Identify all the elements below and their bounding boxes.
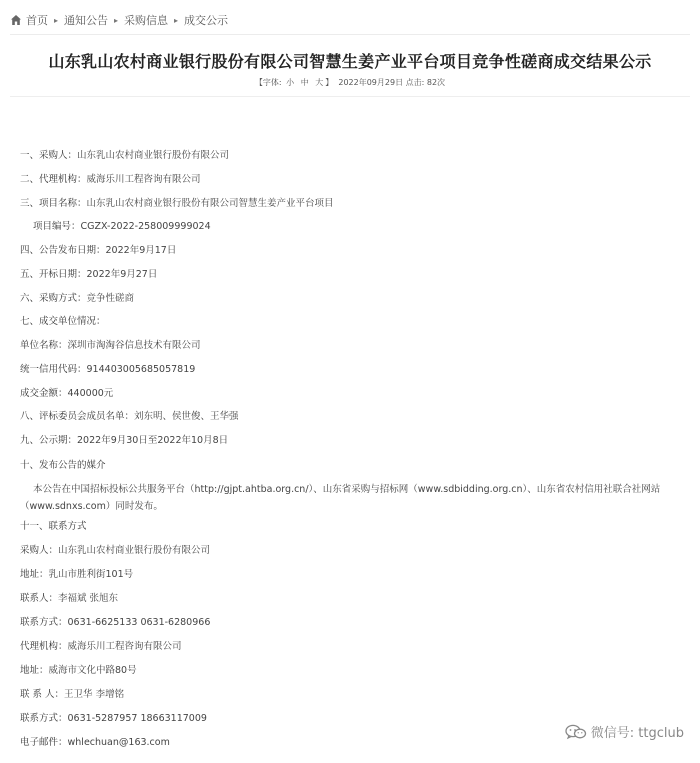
clicks-label: 点击: [405,78,425,87]
wechat-watermark [565,722,684,741]
breadcrumb-home[interactable]: 首页 [26,14,48,27]
breadcrumb-procurement-info[interactable]: 采购信息 [124,14,169,27]
font-size-small-button[interactable]: 小 [286,78,295,87]
open-date-row [20,266,678,280]
contact-phone-row [20,614,678,628]
period-value: 2022年9月30日至2022年10月8日 [77,435,229,446]
clicks-count: 82次 [426,78,446,87]
amount-row [20,385,678,399]
agency-address-value: 威海市文化中路80号 [48,665,137,676]
agency-address-row [20,662,678,676]
winner-name-row [20,337,678,351]
open-date-label: 五、开标日期： [20,269,87,280]
winner-heading: 七、成交单位情况： [20,316,106,327]
agency-person-value: 王卫华 李增铭 [64,689,125,700]
contact-purchaser-value: 山东乳山农村商业银行股份有限公司 [58,545,211,556]
method-value: 竞争性磋商 [86,293,135,304]
contact-purchaser-row [20,542,678,556]
project-no-row [20,218,678,232]
contact-address-row [20,566,678,580]
page-title: 山东乳山农村商业银行股份有限公司智慧生姜产业平台项目竞争性磋商成交结果公示 [48,52,652,71]
amount-value: 440000元 [67,388,114,399]
period-row [20,432,678,446]
project-name-row [20,195,678,209]
agency-value: 威海乐川工程咨询有限公司 [86,174,201,185]
media-heading: 十、发布公告的媒介 [20,460,106,471]
method-row [20,290,678,304]
font-size-label: 【字体: [254,78,282,87]
committee-row [20,408,678,422]
contact-person-row [20,590,678,604]
media-heading-row [20,457,678,471]
article-body [20,0,678,763]
contact-person-label: 联系人： [20,593,59,604]
project-name-label: 三、项目名称： [20,198,87,209]
publish-date-row [20,242,678,256]
font-size-close: 】 [325,78,334,87]
purchaser-value: 山东乳山农村商业银行股份有限公司 [77,150,230,161]
contact-address-label: 地址： [20,569,49,580]
breadcrumb-separator-icon: ▸ [114,15,119,25]
contact-phone-value: 0631-6625133 0631-6280966 [67,617,211,628]
credit-code-value: 91440300568505781​9 [86,364,196,375]
email-label: 电子邮件： [20,737,68,748]
project-name-value: 山东乳山农村商业银行股份有限公司智慧生姜产业平台项目 [86,198,334,209]
font-size-medium-button[interactable]: 中 [300,78,309,87]
contact-phone-label: 联系方式： [20,617,68,628]
credit-code-row [20,361,678,375]
winner-name-value: 深圳市淘淘谷信息技术有限公司 [67,340,201,351]
contact-purchaser-label: 采购人： [20,545,59,556]
committee-value: 刘东明、侯世俊、王华强 [134,411,239,422]
credit-code-label: 统一信用代码： [20,364,87,375]
contact-heading-row [20,518,678,532]
email-value: whlechuan@163.com [67,737,170,748]
media-paragraph: 本公告在中国招标投标公共服务平台（http://gjpt.ahtba.org.cn/）、山东省采购与招标网（www.sdbidding.org.cn）、山东省农村信用社联合社网站（www.sdnxs.com）同时发布。 [20,484,661,512]
agency-contact-label: 代理机构： [20,641,68,652]
wechat-icon [565,724,587,740]
breadcrumb-deal-announcement[interactable]: 成交公示 [184,14,229,27]
breadcrumb-separator-icon: ▸ [54,15,59,25]
winner-heading-row [20,313,678,327]
project-no-label: 项目编号： [33,221,81,232]
publish-date-value: 2022年9月17日 [105,245,177,256]
period-label: 九、公示期： [20,435,78,446]
contact-address-value: 乳山市胜利街101号 [48,569,134,580]
agency-label: 二、代理机构： [20,174,87,185]
agency-phone-label: 联系方式： [20,713,68,724]
committee-label: 八、评标委员会成员名单： [20,411,135,422]
amount-label: 成交金额： [20,388,68,399]
agency-contact-value: 威海乐川工程咨询有限公司 [67,641,182,652]
agency-person-label: 联 系 人： [20,689,65,700]
contact-heading: 十一、联系方式 [20,521,87,532]
method-label: 六、采购方式： [20,293,87,304]
project-no-value: CGZX-2022-258009999024 [80,221,211,232]
agency-row [20,171,678,185]
publish-date-label: 四、公告发布日期： [20,245,106,256]
breadcrumb-notices[interactable]: 通知公告 [64,14,109,27]
watermark-text: 微信号: ttgclub [590,726,684,741]
purchaser-row [20,147,678,161]
agency-contact-row [20,638,678,652]
agency-address-label: 地址： [20,665,49,676]
contact-person-value: 李福斌 张旭东 [58,593,119,604]
open-date-value: 2022年9月27日 [86,269,158,280]
font-size-large-button[interactable]: 大 [315,78,324,87]
publish-date: 2022年09月29日 [338,78,404,87]
winner-name-label: 单位名称： [20,340,68,351]
agency-phone-value: 0631-5287957 18663117009 [67,713,207,724]
purchaser-label: 一、采购人： [20,150,78,161]
agency-person-row [20,686,678,700]
breadcrumb-separator-icon: ▸ [174,15,179,25]
